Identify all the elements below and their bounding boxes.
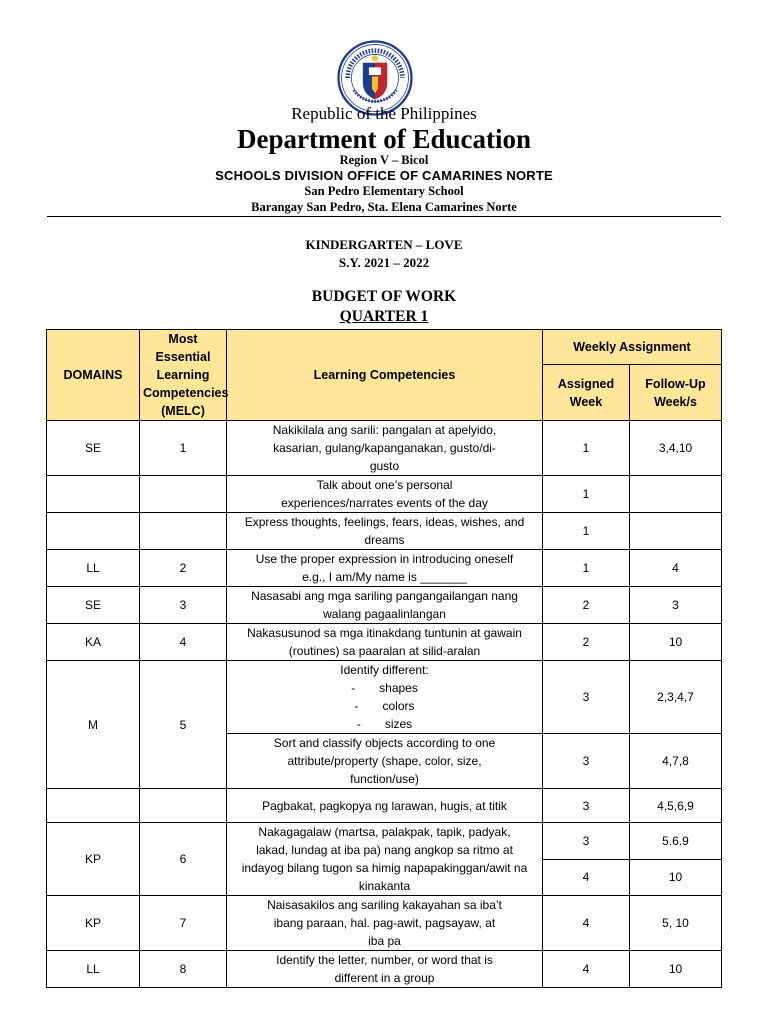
assigned-week-cell: 1 <box>543 550 630 587</box>
assigned-week-cell: 4 <box>543 859 630 896</box>
melc-cell: 1 <box>140 421 227 476</box>
followup-cell <box>630 476 722 513</box>
assigned-week-cell: 3 <box>543 734 630 789</box>
competency-cell: Talk about one’s personal experiences/narrates events of the day <box>227 476 543 513</box>
competency-cell: Pagbakat, pagkopya ng larawan, hugis, at titik <box>227 789 543 823</box>
followup-cell <box>630 513 722 550</box>
competency-cell: Sort and classify objects according to one attribute/property (shape, color, size, function/use) <box>227 734 543 789</box>
table-row <box>47 896 722 951</box>
col-header-assigned-week: Assigned Week <box>543 365 630 421</box>
assigned-week-cell: 3 <box>543 789 630 823</box>
competency-cell: Use the proper expression in introducing oneself e.g., I am/My name is _______ <box>227 550 543 587</box>
table-row <box>47 550 722 587</box>
melc-cell <box>140 513 227 550</box>
list-item: - sizes <box>356 717 413 731</box>
budget-of-work-table <box>46 329 722 988</box>
melc-cell: 8 <box>140 951 227 988</box>
competency-cell: Naisasakilos ang sariling kakayahan sa iba’t ibang paraan, hal. pag-awit, pagsayaw, at iba pa <box>227 896 543 951</box>
assigned-week-cell: 1 <box>543 421 630 476</box>
followup-cell: 5, 10 <box>630 896 722 951</box>
competency-list <box>230 679 539 733</box>
school-address: Barangay San Pedro, Sta. Elena Camarines Norte <box>251 200 517 214</box>
quarter-title: QUARTER 1 <box>339 308 429 325</box>
division-label: SCHOOLS DIVISION OFFICE OF CAMARINES NORTE <box>215 168 553 183</box>
republic-title: Republic of the Philippines <box>291 104 477 123</box>
followup-cell: 3 <box>630 587 722 624</box>
melc-cell: 3 <box>140 587 227 624</box>
competency-cell <box>227 661 543 734</box>
domain-cell: SE <box>47 421 140 476</box>
table-row <box>47 951 722 988</box>
assigned-week-cell: 4 <box>543 951 630 988</box>
assigned-week-cell: 4 <box>543 896 630 951</box>
document-title: BUDGET OF WORK <box>311 288 457 305</box>
followup-cell: 2,3,4,7 <box>630 661 722 734</box>
assigned-week-cell: 2 <box>543 587 630 624</box>
table-row <box>47 513 722 550</box>
domain-cell: KP <box>47 823 140 896</box>
domain-cell <box>47 789 140 823</box>
competency-cell: Nakasusunod sa mga itinakdang tuntunin at gawain (routines) sa paaralan at silid-aralan <box>227 624 543 661</box>
table-row <box>47 587 722 624</box>
competency-cell: Nakikilala ang sarili: pangalan at apelyido, kasarian, gulang/kapanganakan, gusto/di-gusto <box>227 421 543 476</box>
region-label: Region V – Bicol <box>339 153 429 167</box>
followup-cell: 3,4,10 <box>630 421 722 476</box>
table-row <box>47 661 722 734</box>
col-header-competencies: Learning Competencies <box>227 330 543 421</box>
assigned-week-cell: 1 <box>543 476 630 513</box>
competency-cell: Nakagagalaw (martsa, palakpak, tapik, padyak, lakad, lundag at iba pa) nang angkop sa ritmo at indayog bilang tugon sa himig napapakinggan/awit na kinakanta <box>227 823 543 896</box>
followup-cell: 5.6.9 <box>630 823 722 860</box>
domain-cell: LL <box>47 550 140 587</box>
followup-cell: 4,5,6,9 <box>630 789 722 823</box>
assigned-week-cell: 3 <box>543 661 630 734</box>
melc-cell: 7 <box>140 896 227 951</box>
domain-cell: SE <box>47 587 140 624</box>
table-row <box>47 476 722 513</box>
table-row <box>47 624 722 661</box>
melc-cell: 4 <box>140 624 227 661</box>
assigned-week-cell: 3 <box>543 823 630 860</box>
table-row <box>47 789 722 823</box>
melc-cell: 2 <box>140 550 227 587</box>
competency-cell: Nasasabi ang mga sariling pangangailangan nang walang pagaalinlangan <box>227 587 543 624</box>
header-divider <box>47 216 721 217</box>
col-header-followup-weeks: Follow-Up Week/s <box>630 365 722 421</box>
melc-cell: 5 <box>140 661 227 789</box>
col-header-domains: DOMAINS <box>47 330 140 421</box>
followup-cell: 4,7,8 <box>630 734 722 789</box>
competency-cell: Identify the letter, number, or word that is different in a group <box>227 951 543 988</box>
list-item: - colors <box>354 699 415 713</box>
table-row <box>47 421 722 476</box>
school-year: S.Y. 2021 – 2022 <box>338 255 430 270</box>
col-header-weekly-assignment: Weekly Assignment <box>543 330 722 365</box>
domain-cell: KA <box>47 624 140 661</box>
domain-cell: M <box>47 661 140 789</box>
followup-cell: 10 <box>630 859 722 896</box>
followup-cell: 4 <box>630 550 722 587</box>
department-title: Department of Education <box>237 124 531 154</box>
assigned-week-cell: 1 <box>543 513 630 550</box>
section-label: KINDERGARTEN – LOVE <box>305 237 463 252</box>
domain-cell: KP <box>47 896 140 951</box>
followup-cell: 10 <box>630 951 722 988</box>
competency-cell: Express thoughts, feelings, fears, ideas, wishes, and dreams <box>227 513 543 550</box>
list-item: - shapes <box>351 681 418 695</box>
table-row <box>47 823 722 860</box>
domain-cell <box>47 476 140 513</box>
melc-cell <box>140 476 227 513</box>
domain-cell: LL <box>47 951 140 988</box>
domain-cell <box>47 513 140 550</box>
melc-cell <box>140 789 227 823</box>
school-name: San Pedro Elementary School <box>304 184 464 198</box>
col-header-melc: Most Essential Learning Competencies (MELC) <box>140 330 227 421</box>
melc-cell: 6 <box>140 823 227 896</box>
assigned-week-cell: 2 <box>543 624 630 661</box>
followup-cell: 10 <box>630 624 722 661</box>
competency-intro: Identify different: <box>340 663 429 677</box>
